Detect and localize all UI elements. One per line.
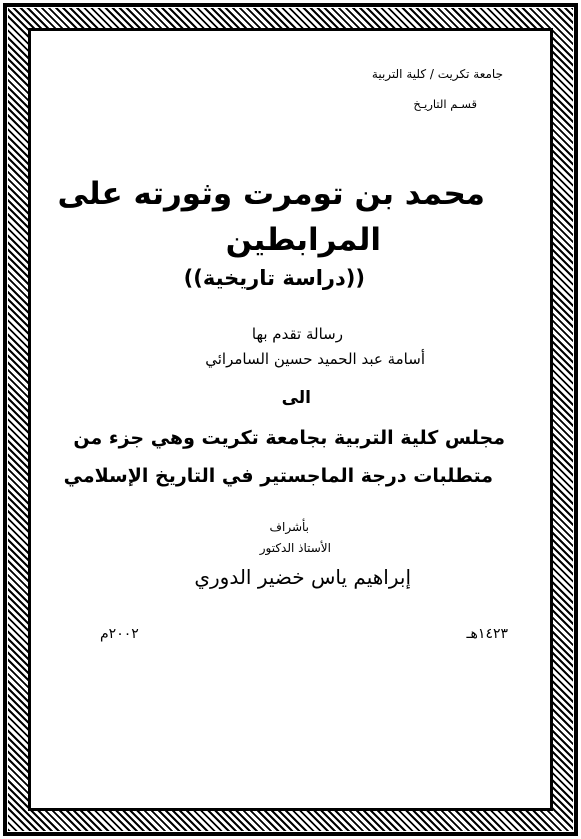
submission-to: الى [281, 388, 311, 408]
department-name: قسـم التاريـخ [413, 97, 477, 111]
supervisor-name: إبراهيم ياس خضير الدوري [194, 565, 411, 589]
thesis-title-line1: محمد بن تومرت وثورته على [57, 176, 485, 212]
thesis-title-line2: المرابطين [225, 222, 381, 258]
thesis-subtitle: ((دراسة تاريخية)) [183, 266, 365, 290]
gregorian-date: ٢٠٠٢م [100, 626, 139, 642]
council-line1: مجلس كلية التربية بجامعة تكريت وهي جزء من [73, 427, 505, 449]
hijri-date: ١٤٢٣هـ [466, 626, 508, 642]
council-line2: متطلبات درجة الماجستير في التاريخ الإسلامي [63, 465, 493, 487]
supervisor-rank: الأستاذ الدكتور [259, 541, 331, 555]
submission-intro: رسالة تقدم بها [251, 325, 343, 343]
inner-border [28, 28, 553, 811]
supervision-label: بأشراف [269, 520, 309, 534]
author-name: أسامة عبد الحميد حسين السامرائي [205, 350, 425, 368]
university-name: جامعة تكريت / كلية التربية [371, 67, 503, 81]
